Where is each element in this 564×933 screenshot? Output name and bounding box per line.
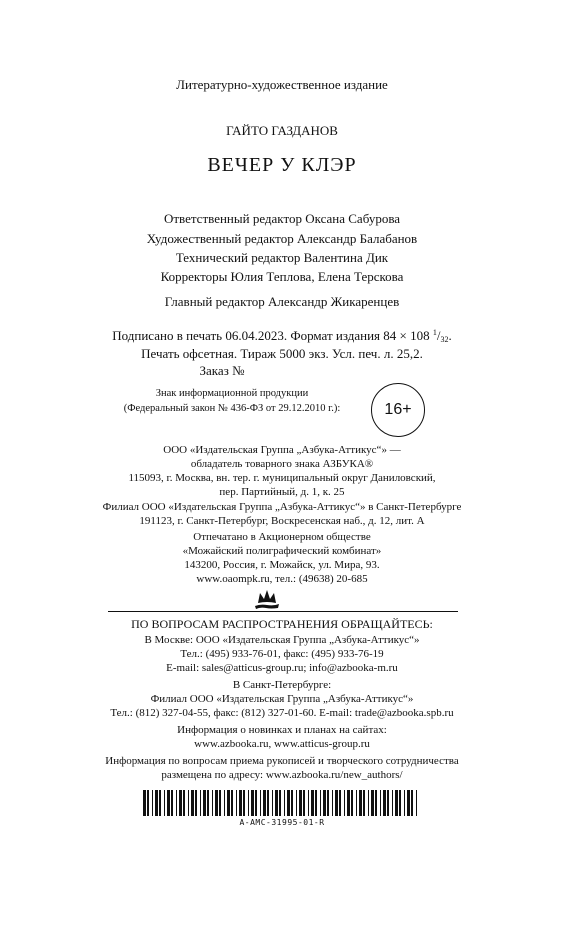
fraction-numerator: 1 (432, 328, 437, 337)
authors-line: размещена по адресу: www.azbooka.ru/new_authors/ (161, 769, 403, 781)
publisher-line: пер. Партийный, д. 1, к. 25 (219, 486, 345, 498)
moscow-line: В Москве: ООО «Издательская Группа „Азбука-Аттикус“» (144, 634, 420, 646)
order-number: Заказ № (199, 363, 245, 378)
publisher-line: обладатель товарного знака АЗБУКА® (190, 458, 374, 470)
print-info-line: Подписано в печать 06.04.2023. Формат издания 84 × 108 $^1/_{32}$. (112, 328, 452, 344)
divider-line (108, 611, 458, 612)
barcode-icon (143, 790, 421, 816)
chief-editor: Главный редактор Александр Жикаренцев (164, 294, 400, 309)
spb-line: Филиал ООО «Издательская Группа „Азбука-Аттикус“» (150, 693, 414, 705)
edition-type: Литературно-художественное издание (176, 77, 388, 92)
printer-line: www.oaompk.ru, тел.: (49638) 20-685 (196, 573, 368, 585)
moscow-line: Тел.: (495) 933-76-01, факс: (495) 933-76-19 (180, 648, 384, 660)
author-name: ГАЙТО ГАЗДАНОВ (226, 123, 338, 138)
branch-line: Филиал ООО «Издательская Группа „Азбука-Аттикус“» в Санкт-Петербурге (102, 501, 462, 513)
printer-line: 143200, Россия, г. Можайск, ул. Мира, 93. (184, 559, 380, 571)
print-info-line: Печать офсетная. Тираж 5000 экз. Усл. печ. л. 25,2. (141, 346, 423, 361)
publisher-logo-icon (252, 586, 282, 610)
print-format: Подписано в печать 06.04.2023. Формат издания 84 × 108 (112, 328, 430, 343)
print-format-end: . (448, 328, 452, 343)
age-mark-label: Знак информационной продукции (155, 388, 309, 399)
barcode-text: A-AMC-31995-01-R (239, 818, 325, 827)
publisher-line: 115093, г. Москва, вн. тер. г. муниципальный округ Даниловский, (128, 472, 436, 484)
publisher-line: ООО «Издательская Группа „Азбука-Аттикус“» — (163, 444, 401, 456)
staff-line: Ответственный редактор Оксана Сабурова (163, 211, 401, 226)
staff-line: Художественный редактор Александр Балабанов (146, 231, 418, 246)
distribution-header: ПО ВОПРОСАМ РАСПРОСТРАНЕНИЯ ОБРАЩАЙТЕСЬ: (131, 617, 433, 631)
book-title: ВЕЧЕР У КЛЭР (207, 154, 357, 176)
age-mark-law: (Федеральный закон № 436-ФЗ от 29.12.2010 г.): (123, 403, 341, 414)
printer-line: «Можайский полиграфический комбинат» (182, 545, 382, 557)
branch-line: 191123, г. Санкт-Петербург, Воскресенская наб., д. 12, лит. А (139, 515, 425, 527)
news-line: www.azbooka.ru, www.atticus-group.ru (194, 738, 370, 750)
moscow-line: E-mail: sales@atticus-group.ru; info@azbooka-m.ru (166, 662, 398, 674)
age-rating-badge (371, 383, 425, 437)
staff-line: Технический редактор Валентина Дик (175, 250, 389, 265)
age-rating: 16+ (384, 401, 412, 418)
staff-line: Корректоры Юлия Теплова, Елена Терскова (160, 269, 404, 284)
authors-line: Информация по вопросам приема рукописей и творческого сотрудничества (105, 755, 459, 767)
spb-line: Тел.: (812) 327-04-55, факс: (812) 327-01-60. E-mail: trade@azbooka.spb.ru (110, 707, 454, 719)
spb-line: В Санкт-Петербурге: (232, 679, 332, 691)
fraction-denominator: 32 (440, 335, 449, 344)
printer-line: Отпечатано в Акционерном обществе (193, 531, 371, 543)
news-line: Информация о новинках и планах на сайтах: (177, 724, 387, 736)
